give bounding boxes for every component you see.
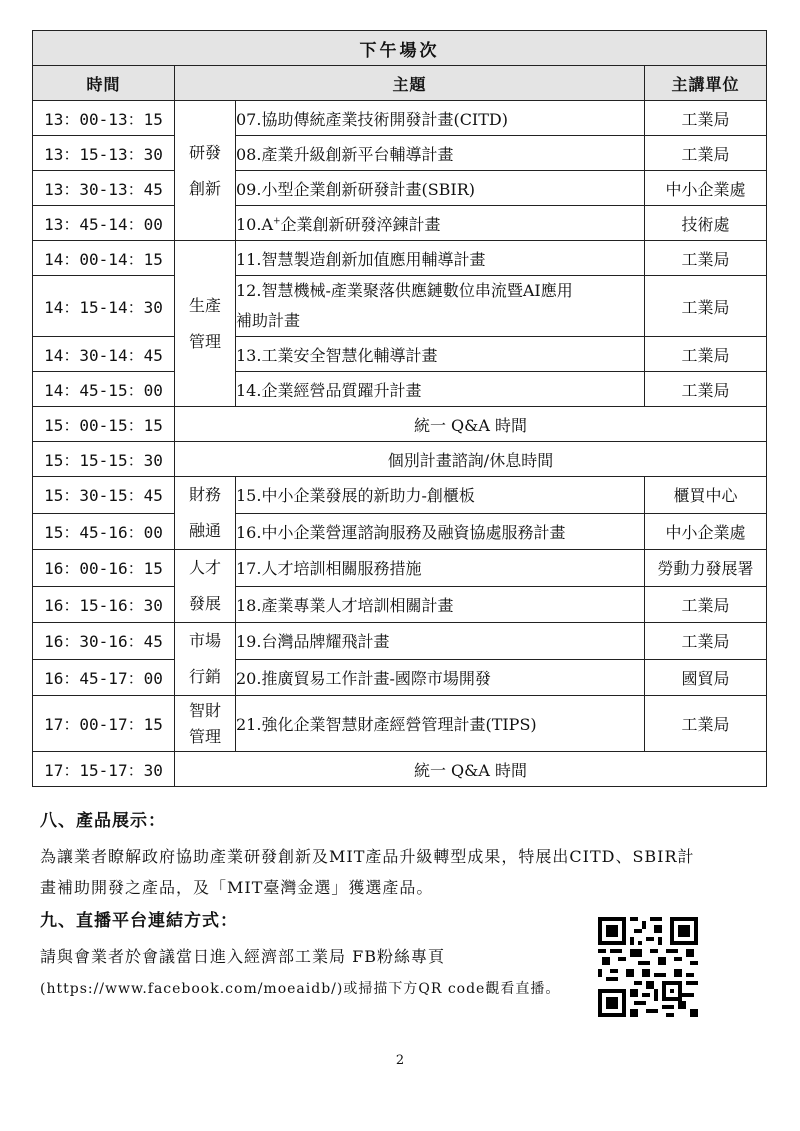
topic-prefix: 10.A (236, 214, 273, 234)
merged-cell: 統一 Q&A 時間 (175, 752, 767, 787)
table-row (33, 623, 767, 660)
time-cell: 15：00-15：15 (33, 407, 175, 442)
topic-line: 補助計畫 (236, 311, 301, 330)
table-row (33, 586, 767, 623)
time-cell: 17：15-17：30 (33, 752, 175, 787)
unit-cell: 工業局 (645, 241, 767, 276)
category-fin (175, 477, 236, 550)
unit-cell: 工業局 (645, 696, 767, 752)
time-cell: 16：45-17：00 (33, 659, 175, 696)
section8-body (40, 841, 760, 903)
category-label: 管理 (188, 726, 221, 746)
category-label: 生產 (188, 295, 221, 315)
table-row (33, 696, 767, 752)
time-cell: 15：45-16：00 (33, 513, 175, 550)
topic-cell: 14.企業經營品質躍升計畫 (236, 372, 645, 407)
merged-cell: 統一 Q&A 時間 (175, 407, 767, 442)
topic-line: 12.智慧機械-產業聚落供應鏈數位串流暨AI應用 (236, 281, 573, 300)
category-label: 人才 (188, 558, 221, 577)
time-cell: 16：00-16：15 (33, 550, 175, 587)
time-cell: 13：00-13：15 (33, 101, 175, 136)
unit-cell: 工業局 (645, 136, 767, 171)
unit-cell: 工業局 (645, 623, 767, 660)
table-row (33, 442, 767, 477)
body-line: 畫補助開發之產品，及「MIT臺灣金選」獲選產品。 (40, 878, 434, 897)
table-row (33, 550, 767, 587)
time-cell: 15：30-15：45 (33, 477, 175, 514)
category-label: 研發 (188, 142, 221, 162)
table-row (33, 752, 767, 787)
section-title: 下午場次 (33, 31, 767, 66)
time-cell: 14：45-15：00 (33, 372, 175, 407)
unit-cell: 工業局 (645, 586, 767, 623)
category-market (175, 623, 236, 696)
header-time: 時間 (33, 66, 175, 101)
topic-cell: 07.協助傳統產業技術開發計畫(CITD) (236, 101, 645, 136)
category-ip (175, 696, 236, 752)
topic-cell: 16.中小企業營運諮詢服務及融資協處服務計畫 (236, 513, 645, 550)
table-row (33, 206, 767, 241)
topic-cell: 20.推廣貿易工作計畫-國際市場開發 (236, 659, 645, 696)
category-rd (175, 101, 236, 241)
category-label: 融通 (188, 521, 221, 540)
body-line: (https://www.facebook.com/moeaidb/)或掃描下方QR code觀看直播。 (40, 981, 561, 997)
table-row (33, 407, 767, 442)
header-topic: 主題 (175, 66, 645, 101)
unit-cell: 中小企業處 (645, 513, 767, 550)
topic-cell: 17.人才培訓相關服務措施 (236, 550, 645, 587)
category-label: 智財 (188, 700, 221, 720)
table-row (33, 101, 767, 136)
body-line: 為讓業者瞭解政府協助產業研發創新及MIT產品升級轉型成果，特展出CITD、SBIR計 (40, 847, 695, 866)
time-cell: 13：30-13：45 (33, 171, 175, 206)
table-row (33, 659, 767, 696)
merged-cell: 個別計畫諮詢/休息時間 (175, 442, 767, 477)
time-cell: 13：45-14：00 (33, 206, 175, 241)
table-row (33, 337, 767, 372)
body-line: 請與會業者於會議當日進入經濟部工業局 FB粉絲專頁 (40, 947, 445, 966)
time-cell: 14：00-14：15 (33, 241, 175, 276)
section9-body (40, 941, 590, 1005)
category-label: 管理 (188, 331, 221, 351)
time-cell: 14：30-14：45 (33, 337, 175, 372)
table-row (33, 171, 767, 206)
category-talent (175, 550, 236, 623)
unit-cell: 技術處 (645, 206, 767, 241)
time-cell: 13：15-13：30 (33, 136, 175, 171)
category-label: 行銷 (188, 667, 221, 686)
category-label: 創新 (188, 178, 221, 198)
time-cell: 17：00-17：15 (33, 696, 175, 752)
topic-cell: 09.小型企業創新研發計畫(SBIR) (236, 171, 645, 206)
topic-cell: 15.中小企業發展的新助力-創櫃板 (236, 477, 645, 514)
topic-cell: 08.產業升級創新平台輔導計畫 (236, 136, 645, 171)
qr-code-icon[interactable] (598, 917, 698, 1017)
unit-cell: 工業局 (645, 372, 767, 407)
time-cell: 15：15-15：30 (33, 442, 175, 477)
unit-cell: 國貿局 (645, 659, 767, 696)
category-label: 市場 (188, 631, 221, 650)
unit-cell: 工業局 (645, 337, 767, 372)
table-row (33, 477, 767, 514)
unit-cell: 櫃買中心 (645, 477, 767, 514)
time-cell: 14：15-14：30 (33, 276, 175, 337)
time-cell: 16：30-16：45 (33, 623, 175, 660)
unit-cell: 勞動力發展署 (645, 550, 767, 587)
topic-sup: + (273, 216, 281, 227)
table-row (33, 372, 767, 407)
topic-suffix: 企業創新研發淬鍊計畫 (280, 214, 441, 234)
topic-cell: 21.強化企業智慧財產經營管理計畫(TIPS) (236, 696, 645, 752)
topic-cell (236, 276, 645, 337)
table-row (33, 276, 767, 337)
unit-cell: 工業局 (645, 276, 767, 337)
topic-cell (236, 206, 645, 241)
category-label: 財務 (188, 485, 221, 504)
afternoon-schedule-table (32, 30, 767, 787)
category-label: 發展 (188, 594, 221, 613)
page-number: 2 (395, 1053, 405, 1068)
header-unit: 主講單位 (645, 66, 767, 101)
topic-cell: 19.台灣品牌耀飛計畫 (236, 623, 645, 660)
table-row (33, 241, 767, 276)
topic-cell: 13.工業安全智慧化輔導計畫 (236, 337, 645, 372)
section9-heading: 九、直播平台連結方式： (40, 911, 238, 931)
unit-cell: 中小企業處 (645, 171, 767, 206)
topic-cell: 11.智慧製造創新加值應用輔導計畫 (236, 241, 645, 276)
time-cell: 16：15-16：30 (33, 586, 175, 623)
section8-heading: 八、產品展示： (40, 811, 166, 831)
topic-cell: 18.產業專業人才培訓相關計畫 (236, 586, 645, 623)
category-prod (175, 241, 236, 407)
table-row (33, 136, 767, 171)
table-row (33, 513, 767, 550)
unit-cell: 工業局 (645, 101, 767, 136)
